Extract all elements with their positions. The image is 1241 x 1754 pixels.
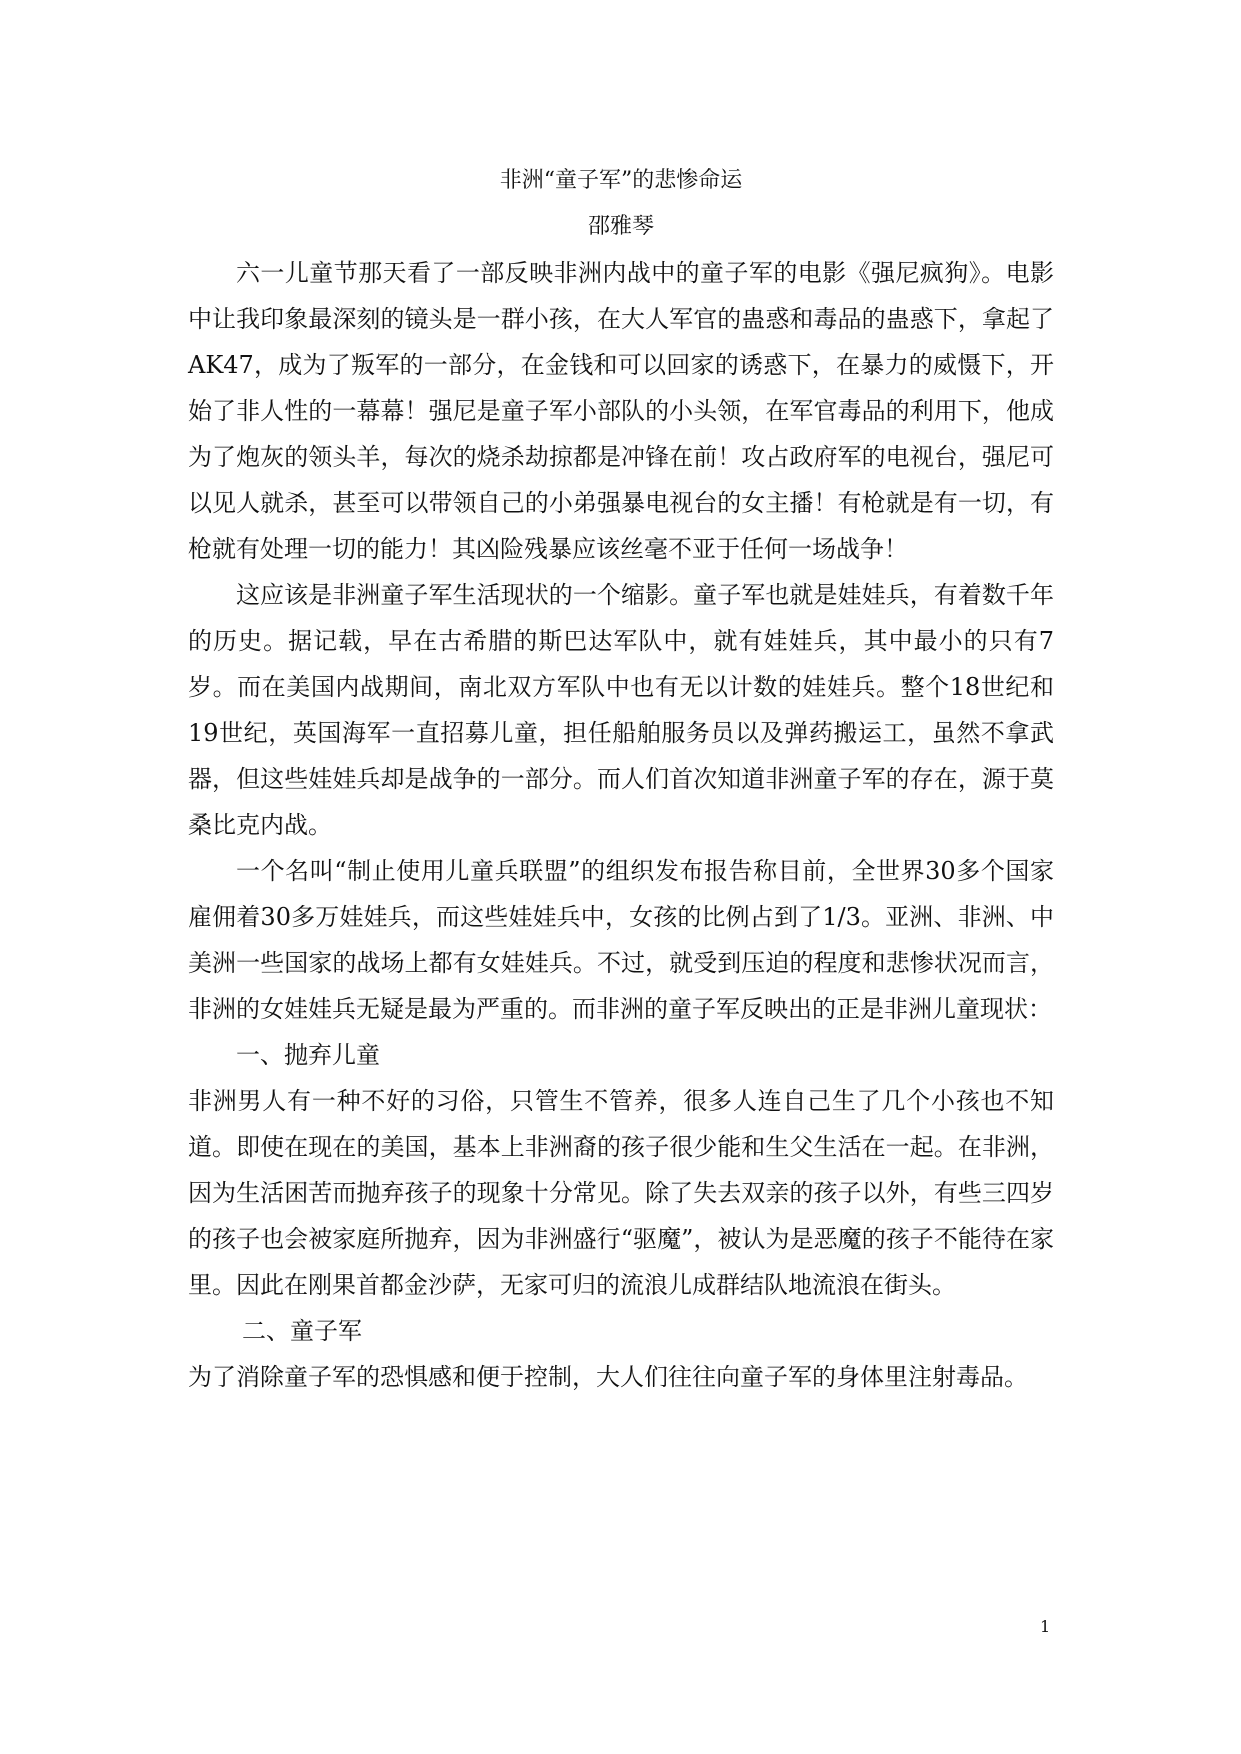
document-author: 邵雅琴 [587, 214, 654, 239]
section-heading-abandoned-children: 一、抛弃儿童 [236, 1041, 380, 1069]
document-title: 非洲“童子军”的悲惨命运 [499, 168, 743, 193]
page-number: 1 [1040, 1617, 1051, 1636]
section-heading-child-soldiers: 二、童子军 [242, 1317, 362, 1345]
body-paragraph: 一个名叫“制止使用儿童兵联盟”的组织发布报告称目前，全世界30多个国家雇佣着30多万娃娃兵，而这些娃娃兵中，女孩的比例占到了1/3。亚洲、非洲、中美洲一些国家的战场上都有女娃娃兵。不过，就受到压迫的程度和悲惨状况而言，非洲的女娃娃兵无疑是最为严重的。而非洲的童子军反映出的正是非洲儿童现状： [188, 857, 1054, 1023]
body-paragraph: 这应该是非洲童子军生活现状的一个缩影。童子军也就是娃娃兵，有着数千年的历史。据记载，早在古希腊的斯巴达军队中，就有娃娃兵，其中最小的只有7岁。而在美国内战期间，南北双方军队中也有无以计数的娃娃兵。整个18世纪和19世纪，英国海军一直招募儿童，担任船舶服务员以及弹药搬运工，虽然不拿武器，但这些娃娃兵却是战争的一部分。而人们首次知道非洲童子军的存在，源于莫桑比克内战。 [188, 581, 1054, 839]
document-body [188, 158, 1054, 1400]
section-paragraph-abandoned-children: 非洲男人有一种不好的习俗，只管生不管养，很多人连自己生了几个小孩也不知道。即使在现在的美国，基本上非洲裔的孩子很少能和生父生活在一起。在非洲，因为生活困苦而抛弃孩子的现象十分常见。除了失去双亲的孩子以外，有些三四岁的孩子也会被家庭所抛弃，因为非洲盛行“驱魔”，被认为是恶魔的孩子不能待在家里。因此在刚果首都金沙萨，无家可归的流浪儿成群结队地流浪在街头。 [188, 1087, 1054, 1299]
section-paragraph-child-soldiers: 为了消除童子军的恐惧感和便于控制，大人们往往向童子军的身体里注射毒品。 [188, 1363, 1028, 1391]
body-paragraph: 六一儿童节那天看了一部反映非洲内战中的童子军的电影《强尼疯狗》。电影中让我印象最深刻的镜头是一群小孩，在大人军官的蛊惑和毒品的蛊惑下，拿起了AK47，成为了叛军的一部分，在金钱和可以回家的诱惑下，在暴力的威慑下，开始了非人性的一幕幕！强尼是童子军小部队的小头领，在军官毒品的利用下，他成为了炮灰的领头羊，每次的烧杀劫掠都是冲锋在前！攻占政府军的电视台，强尼可以见人就杀，甚至可以带领自己的小弟强暴电视台的女主播！有枪就是有一切，有枪就有处理一切的能力！其凶险残暴应该丝毫不亚于任何一场战争！ [188, 259, 1054, 563]
